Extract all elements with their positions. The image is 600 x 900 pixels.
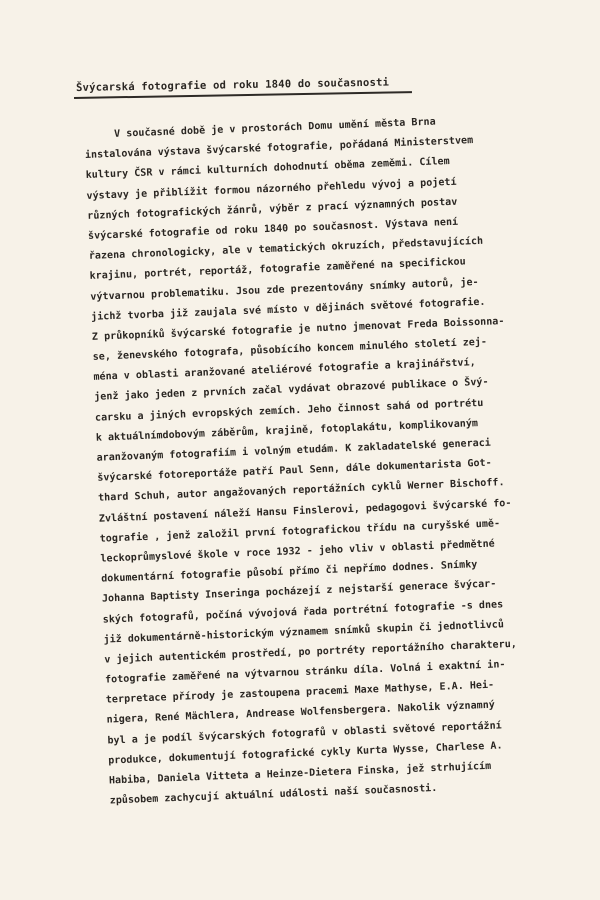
text-line: ských fotografů, počíná vývojová řada portrétní fotografie -s dnes	[102, 598, 504, 626]
text-line: nigera, René Mächlera, Andrease Wolfensbergera. Nakolik významný	[106, 700, 496, 726]
text-line: instalována výstava švýcarské fotografie, pořádaná Ministerstvem	[84, 135, 474, 162]
text-line: fotografie zaměřené na výtvarnou stránku díla. Volná i exaktní in-	[104, 659, 506, 686]
text-line: dokumentární fotografie působí přímo či nepřímo dodnes. Snímky	[101, 559, 478, 585]
text-line: výtvarnou problematiku. Jsou zde prezentovány snímky autorů, je-	[90, 276, 479, 303]
text-line: v jejich autentickém prostředí, po portréty reportážního charakteru,	[104, 638, 518, 666]
text-line: jichž tvorba již zaujala své místo v dějinách světové fotografie.	[90, 296, 486, 323]
text-line: leckoprůmyslové škole v roce 1932 - jeho vliv v oblasti předmětné	[100, 538, 495, 565]
text-line: se, ženevského fotografa, působícího koncem minulého století zej-	[92, 336, 488, 363]
text-line: terpretace přírody je zastoupena pracemi Maxe Mathyse, E.A. Hei-	[105, 679, 495, 706]
text-line: způsobem zachycují aktuální události naší současnosti.	[109, 783, 438, 807]
text-line: thard Schuh, autor angažovaných reportážních cyklů Werner Bischoff.	[97, 477, 505, 505]
text-line: carsku a jiných evropských zemích. Jeho činnost sahá od portrétu	[94, 397, 484, 424]
text-line: různých fotografických žánrů, výběr z prací významných postav	[87, 196, 458, 222]
text-line: jenž jako jeden z prvních začal vydávat obrazové publikace o Švý-	[94, 377, 489, 404]
text-line: švýcarské fotoreportáže patří Paul Senn, dále dokumentarista Got-	[97, 457, 492, 484]
text-line: Habiba, Daniela Vitteta a Heinze-Dietera Finska, jež strhujícím	[108, 760, 492, 787]
text-line: Z průkopníků švýcarské fotografie je nutno jmenovat Freda Boissonna-	[91, 315, 505, 343]
text-line: švýcarské fotografie od roku 1840 po současnost. Výstava není	[87, 216, 459, 242]
text-line: produkce, dokumentují fotografické cykly Kurta Wysse, Charlese A.	[108, 740, 503, 767]
text-line: Zvláštní postavení náleží Hansu Finslerovi, pedagogovi švýcarské fo-	[98, 497, 512, 525]
document-body	[84, 111, 600, 816]
text-line: Johanna Baptisty Inseringa pocházejí z nejstarší generace švýcar-	[101, 578, 497, 605]
text-line: V současné době je v prostorách Domu umění města Brna	[113, 116, 436, 140]
text-line: aranžovaným fotografiím i volným etudám. K zakladatelské generaci	[96, 437, 492, 464]
text-line: ména v oblasti aranžované ateliérové fotografie a krajinářství,	[93, 357, 476, 384]
text-line: k aktuálnímdobovým záběrům, krajině, fotoplakátu, komplikovaným	[95, 417, 479, 444]
text-line: kultury ČSR v rámci kulturních dohodnutí oběma zeměmi. Cílem	[85, 156, 450, 182]
text-line: byl a je podíl švýcarských fotografů v oblasti světové reportážní	[107, 720, 502, 747]
text-line: výstavy je přiblížit formou názorného přehledu vývoj a pojetí	[86, 176, 457, 202]
text-line: krajinu, portrét, reportáž, fotografie zaměřené na specifickou	[89, 256, 466, 283]
text-line: tografie , jenž založil první fotografickou třídu na curyšské umě-	[99, 518, 501, 545]
document-title: Švýcarská fotografie od roku 1840 do současnosti	[76, 76, 390, 94]
text-line: již dokumentárně-historickým významem snímků skupin či jednotlivců	[103, 618, 505, 646]
text-line: řazena chronologicky, ale v tematických okruzích, představujících	[88, 235, 484, 263]
